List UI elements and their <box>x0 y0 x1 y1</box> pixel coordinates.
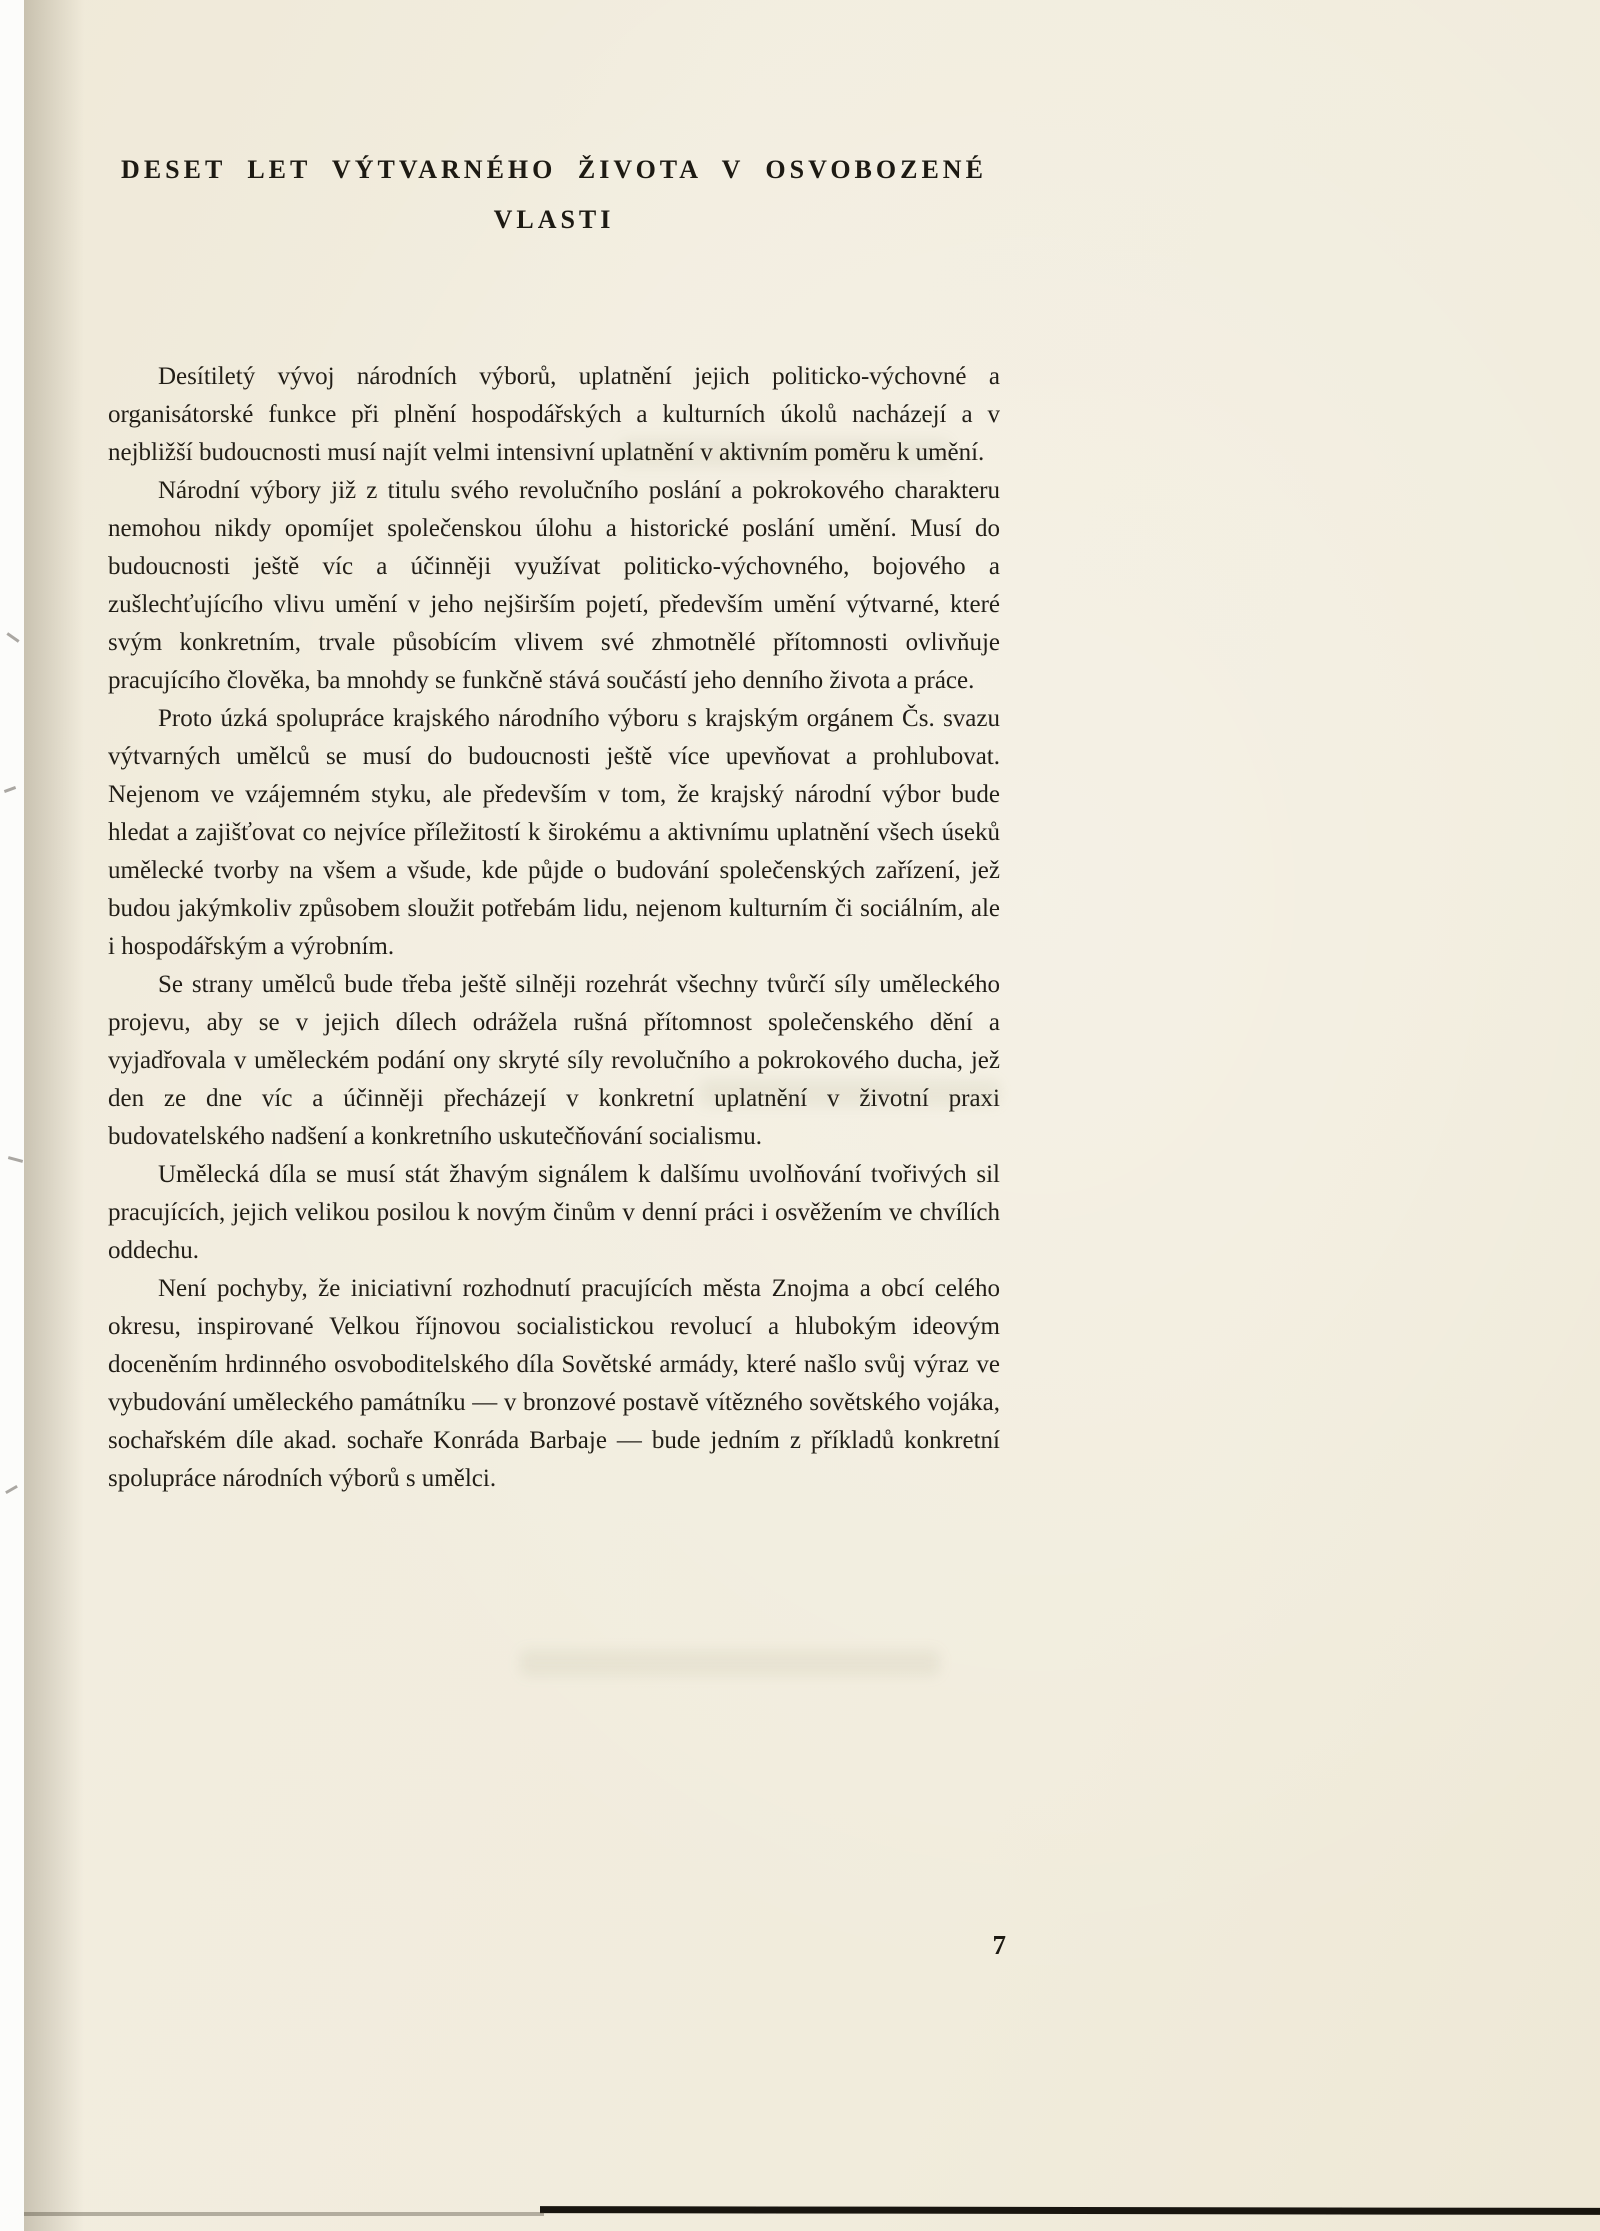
page-number: 7 <box>992 1930 1006 1960</box>
scan-edge-bottom <box>540 2206 1600 2215</box>
paragraph-2: Národní výbory již z titulu svého revolučního poslání a pokrokového charakteru nemohou nikdy opomíjet společenskou úlohu a historické poslání umění. Musí do budoucnosti ještě víc a účinněji využívat politicko-výchovného, bojového a zušlechťujícího vlivu umění v jeho nejširším pojetí, především umění výtvarné, které svým konkretním, trvale působícím vlivem své zhmotnělé přítomnosti ovlivňuje pracujícího člověka, ba mnohdy se funkčně stává součástí jeho denního života a práce. <box>108 477 1000 694</box>
paragraph-6: Není pochyby, že iniciativní rozhodnutí pracujících města Znojma a obcí celého okresu, inspirované Velkou říjnovou socialistickou revolucí a hlubokým ideovým doceněním hrdinného osvoboditelského díla Sovětské armády, které našlo svůj výraz ve vybudování uměleckého památníku — v bronzové postavě vítězného sovětského vojáka, sochařském díle akad. sochaře Konráda Barbaje — bude jedním z příkladů konkretní spolupráce národních výborů s umělci. <box>108 1275 1000 1492</box>
scan-edge-left <box>0 0 24 2231</box>
paragraph-1: Desítiletý vývoj národních výborů, uplatnění jejich politicko-výchovné a organisátorské funkce při plnění hospodářských a kulturních úkolů nacházejí a v nejbližší budoucnosti musí najít velmi intensivní uplatnění v aktivním poměru k umění. <box>108 363 1000 466</box>
paragraph-4: Se strany umělců bude třeba ještě silněji rozehrát všechny tvůrčí síly uměleckého projevu, aby se v jejich dílech odrážela rušná přítomnost společenského dění a vyjadřovala v uměleckém podání ony skryté síly revolučního a pokrokového ducha, jež den ze dne víc a účinněji přecházejí v konkretní uplatnění v životní praxi budovatelského nadšení a konkretního uskutečňování socialismu. <box>108 971 1000 1150</box>
scan-edge-bottom-faint <box>24 2212 544 2216</box>
body-text <box>108 358 1000 1498</box>
page-title <box>108 145 1000 245</box>
paragraph-5: Umělecká díla se musí stát žhavým signálem k dalšímu uvolňování tvořivých sil pracujících, jejich velikou posilou k novým činům v denní práci i osvěžením ve chvílích oddechu. <box>108 1161 1000 1264</box>
title-line-1: DESET LET VÝTVARNÉHO ŽIVOTA V OSVOBOZENÉ <box>121 155 987 185</box>
page-left-shadow <box>24 0 84 2231</box>
page-show-through <box>520 1650 940 1676</box>
title-line-2: VLASTI <box>493 205 615 235</box>
paragraph-3: Proto úzká spolupráce krajského národního výboru s krajským orgánem Čs. svazu výtvarných umělců se musí do budoucnosti ještě více upevňovat a prohlubovat. Nejenom ve vzájemném styku, ale především v tom, že krajský národní výbor bude hledat a zajišťovat co nejvíce příležitostí k širokému a aktivnímu uplatnění všech úseků umělecké tvorby na všem a všude, kde půjde o budování společenských zařízení, jež budou jakýmkoliv způsobem sloužit potřebám lidu, nejenom kulturním či sociálním, ale i hospodářským a výrobním. <box>108 705 1000 960</box>
